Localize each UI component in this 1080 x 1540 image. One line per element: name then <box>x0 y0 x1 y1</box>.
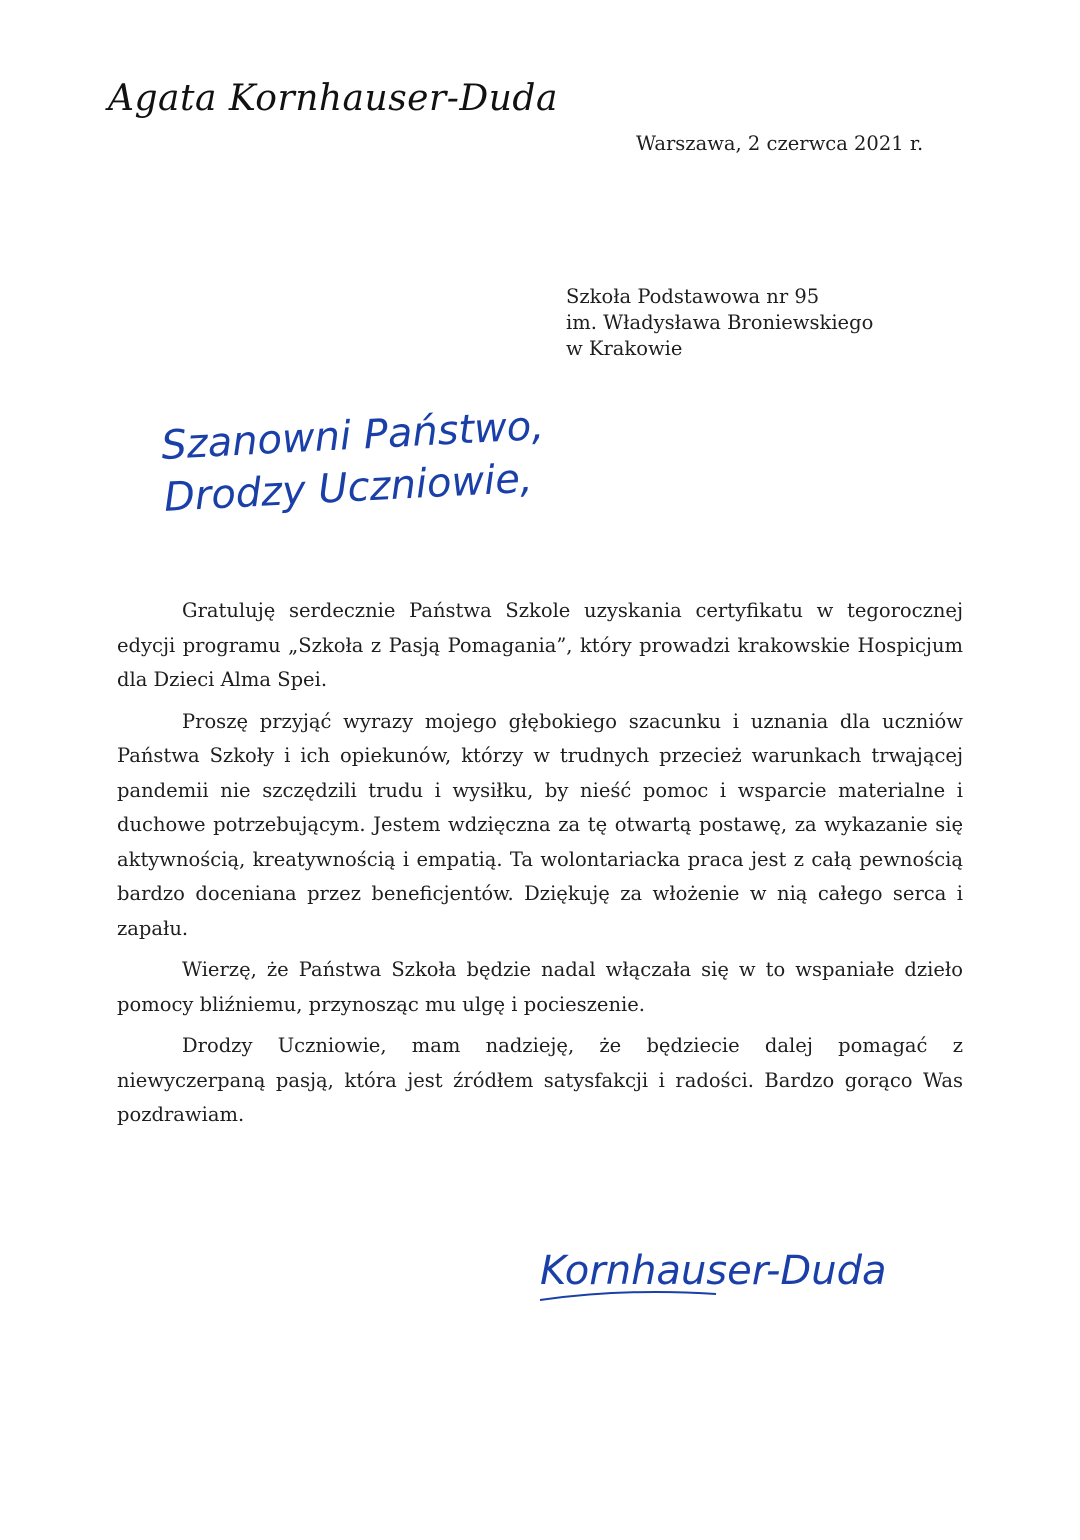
salutation-line: Szanowni Państwo, <box>160 402 546 469</box>
recipient-address <box>566 284 873 362</box>
body-paragraph: Gratuluję serdecznie Państwa Szkole uzyskania certyfikatu w tegorocznej edycji programu „Szkoła z Pasją Pomagania”, który prowadzi krakowskie Hospicjum dla Dzieci Alma Spei. <box>117 599 963 691</box>
date-line: Warszawa, 2 czerwca 2021 r. <box>636 132 924 155</box>
letterhead-name: Agata Kornhauser-Duda <box>108 78 558 119</box>
recipient-line: im. Władysława Broniewskiego <box>566 311 874 334</box>
handwritten-salutation <box>160 400 548 524</box>
recipient-line: Szkoła Podstawowa nr 95 <box>566 285 820 308</box>
letter-body <box>117 594 963 1140</box>
body-paragraph: Wierzę, że Państwa Szkoła będzie nadal włączała się w to wspaniałe dzieło pomocy bliźniemu, przynosząc mu ulgę i pocieszenie. <box>117 958 963 1016</box>
salutation-line: Drodzy Uczniowie, <box>162 455 534 521</box>
body-paragraph: Drodzy Uczniowie, mam nadzieję, że będziecie dalej pomagać z niewyczerpaną pasją, która jest źródłem satysfakcji i radości. Bardzo gorąco Was pozdrawiam. <box>117 1034 963 1126</box>
handwritten-signature <box>536 1240 956 1320</box>
recipient-line: w Krakowie <box>566 337 683 360</box>
signature-text: Kornhauser-Duda <box>540 1248 887 1294</box>
body-paragraph: Proszę przyjąć wyrazy mojego głębokiego szacunku i uznania dla uczniów Państwa Szkoły i ich opiekunów, którzy w trudnych przecież warunkach trwającej pandemii nie szczędzili trudu i wysiłku, by nieść pomoc i wsparcie materialne i duchowe potrzebującym. Jestem wdzięczna za tę otwartą postawę, za wykazanie się aktywnością, kreatywnością i empatią. Ta wolontariacka praca jest z całą pewnością bardzo doceniana przez beneficjentów. Dziękuję za włożenie w nią całego serca i zapału. <box>117 709 963 940</box>
